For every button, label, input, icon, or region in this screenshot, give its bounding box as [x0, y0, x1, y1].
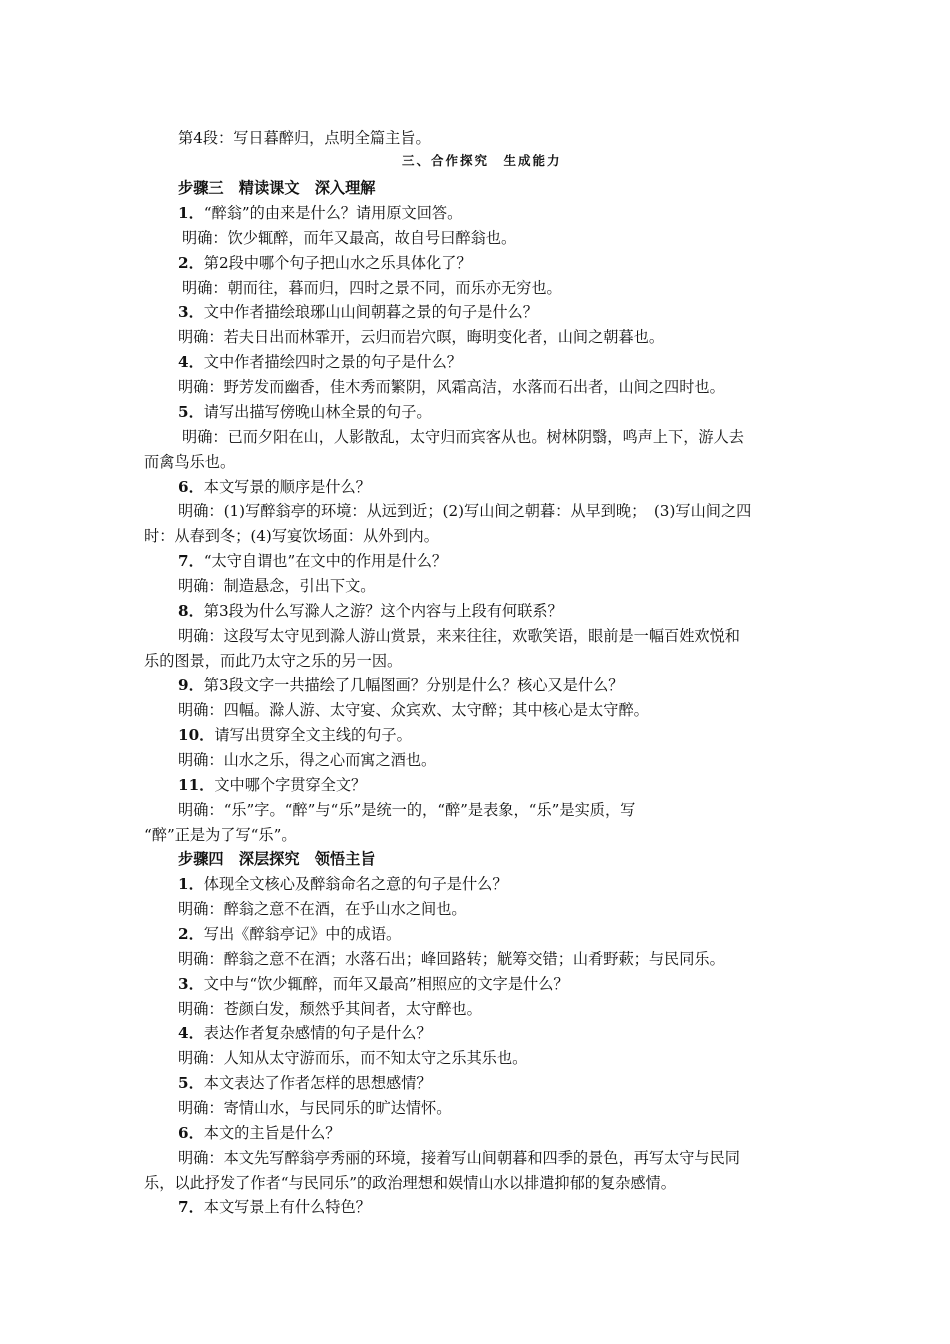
step3-a9: 明确：四幅。滁人游、太守宴、众宾欢、太守醉；其中核心是太守醉。 [178, 701, 649, 719]
step3-a4: 明确：野芳发而幽香，佳木秀而繁阴，风霜高洁，水落而石出者，山间之四时也。 [178, 378, 725, 396]
step3-a1: 明确：饮少辄醉，而年又最高，故自号曰醉翁也。 [182, 229, 517, 247]
step3-a2: 明确：朝而往，暮而归，四时之景不同，而乐亦无穷也。 [182, 279, 562, 297]
step3-heading: 步骤三 精读课文 深入理解 [178, 179, 376, 197]
step3-a5-line1: 明确：已而夕阳在山，人影散乱，太守归而宾客从也。树林阴翳，鸣声上下，游人去 [182, 428, 744, 446]
step4-heading: 步骤四 深层探究 领悟主旨 [178, 850, 376, 868]
section-title: 三、合作探究 生成能力 [402, 153, 562, 168]
step3-q11: 11．文中哪个字贯穿全文？ [178, 776, 367, 794]
step3-a6-line1: 明确：(1)写醉翁亭的环境：从远到近；(2)写山间之朝暮：从早到晚； (3)写山间之四 [178, 502, 752, 520]
step4-q2: 2．写出《醉翁亭记》中的成语。 [178, 925, 402, 943]
step3-a7: 明确：制造悬念，引出下文。 [178, 577, 376, 595]
step4-a4: 明确：人知从太守游而乐，而不知太守之乐其乐也。 [178, 1049, 528, 1067]
step4-q3: 3．文中与“饮少辄醉，而年又最高”相照应的文字是什么？ [178, 975, 569, 993]
step3-q2: 2．第2段中哪个句子把山水之乐具体化了？ [178, 254, 472, 272]
step3-q5: 5．请写出描写傍晚山林全景的句子。 [178, 403, 432, 421]
step3-a8-line1: 明确：这段写太守见到滁人游山赏景，来来往往，欢歌笑语，眼前是一幅百姓欢悦和 [178, 627, 740, 645]
step4-q4: 4．表达作者复杂感情的句子是什么？ [178, 1024, 432, 1042]
step3-q7: 7．“太守自谓也”在文中的作用是什么？ [178, 552, 448, 570]
step3-q10: 10．请写出贯穿全文主线的句子。 [178, 726, 412, 744]
step4-a6-line2: 乐，以此抒发了作者“与民同乐”的政治理想和娱情山水以排遣抑郁的复杂感情。 [144, 1174, 676, 1192]
step4-q1: 1．体现全文核心及醉翁命名之意的句子是什么？ [178, 875, 508, 893]
step3-q4: 4．文中作者描绘四时之景的句子是什么？ [178, 353, 462, 371]
step4-q5: 5．本文表达了作者怎样的思想感情？ [178, 1074, 432, 1092]
step3-q8: 8．第3段为什么写滁人之游？这个内容与上段有何联系？ [178, 602, 563, 620]
step3-a6-line2: 时：从春到冬；(4)写宴饮场面：从外到内。 [144, 527, 439, 545]
step3-a11-line2: “醉”正是为了写“乐”。 [144, 826, 297, 844]
step3-q9: 9．第3段文字一共描绘了几幅图画？分别是什么？核心又是什么？ [178, 676, 624, 694]
step4-a5: 明确：寄情山水，与民同乐的旷达情怀。 [178, 1099, 452, 1117]
step3-q1: 1．“醉翁”的由来是什么？请用原文回答。 [178, 204, 463, 222]
intro-line: 第4段：写日暮醉归，点明全篇主旨。 [178, 129, 431, 147]
step4-a3: 明确：苍颜白发，颓然乎其间者，太守醉也。 [178, 1000, 482, 1018]
step3-a3: 明确：若夫日出而林霏开，云归而岩穴暝，晦明变化者，山间之朝暮也。 [178, 328, 664, 346]
step3-q6: 6．本文写景的顺序是什么？ [178, 478, 371, 496]
step4-a2: 明确：醉翁之意不在酒；水落石出；峰回路转；觥筹交错；山肴野蔌；与民同乐。 [178, 950, 725, 968]
step4-q6: 6．本文的主旨是什么？ [178, 1124, 341, 1142]
step4-q7: 7．本文写景上有什么特色？ [178, 1198, 371, 1216]
step4-a1: 明确：醉翁之意不在酒，在乎山水之间也。 [178, 900, 467, 918]
step4-a6-line1: 明确：本文先写醉翁亭秀丽的环境，接着写山间朝暮和四季的景色，再写太守与民同 [178, 1149, 740, 1167]
step3-q3: 3．文中作者描绘琅琊山山间朝暮之景的句子是什么？ [178, 303, 538, 321]
step3-a8-line2: 乐的图景，而此乃太守之乐的另一因。 [144, 652, 403, 670]
step3-a11-line1: 明确：“乐”字。“醉”与“乐”是统一的，“醉”是表象，“乐”是实质，写 [178, 801, 636, 819]
step3-a5-line2: 而禽鸟乐也。 [144, 453, 236, 471]
step3-a10: 明确：山水之乐，得之心而寓之酒也。 [178, 751, 437, 769]
